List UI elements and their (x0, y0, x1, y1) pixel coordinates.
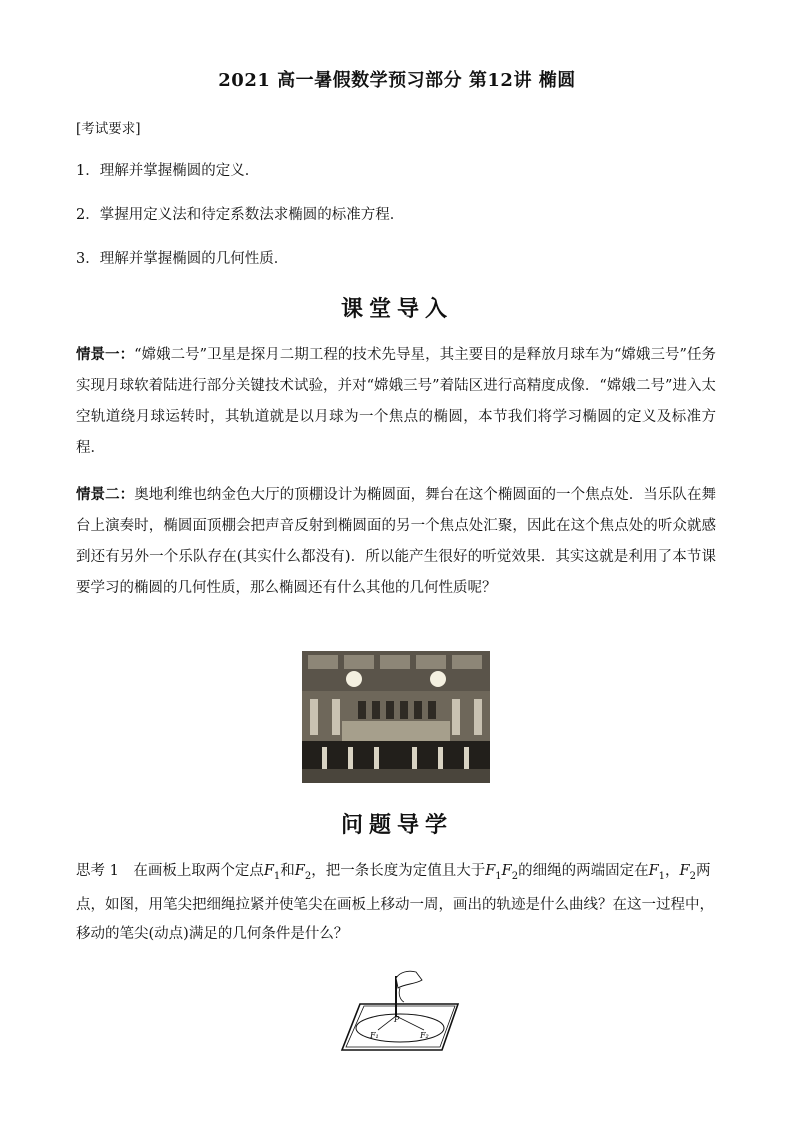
requirements-heading: [考试要求] (76, 121, 141, 137)
requirement-item: 1．理解并掌握椭圆的定义． (76, 163, 260, 179)
ellipse-board-illustration (338, 966, 462, 1056)
subscript: 1 (495, 870, 502, 882)
scenario-2 (76, 479, 716, 604)
section-heading-guide: 问题导学 (340, 813, 453, 838)
think-text: 的细绳的两端固定在 (518, 863, 649, 879)
focus-f1: F (263, 863, 274, 879)
think-text: 和 (280, 863, 295, 879)
section-heading-intro: 课堂导入 (340, 297, 453, 322)
scenario-1-label: 情景一： (76, 346, 135, 363)
focus-f1: F (485, 863, 496, 879)
think-label: 思考 1 (76, 863, 119, 879)
focus-f2: F (501, 863, 512, 879)
ellipse-drawing-figure (338, 966, 462, 1056)
subscript: 2 (689, 870, 696, 882)
think-question-1 (76, 857, 726, 949)
subscript: 1 (273, 870, 281, 882)
subscript: 2 (304, 870, 312, 882)
focus-f2-label: F₂ (420, 1031, 429, 1040)
think-text: 两点，如图，用笔尖把细绳拉紧并使笔尖在画板上移动一周，画出的轨迹是什么曲线？在这一过程中，移动的笔尖(动点)满足的几何条件是什么？ (76, 863, 714, 942)
concert-hall-illustration (302, 651, 490, 783)
scenario-2-text: 奥地利维也纳金色大厅的顶棚设计为椭圆面，舞台在这个椭圆面的一个焦点处．当乐队在舞台上演奏时，椭圆面顶棚会把声音反射到椭圆面的另一个焦点处汇聚，因此在这个焦点处的听众就感到还有另外一个乐队存在(其实什么都没有)．所以能产生很好的听觉效果．其实这就是利用了本节课要学习的椭圆的几何性质，那么椭圆还有什么其他的几何性质呢？ (76, 487, 716, 596)
focus-f1: F (648, 863, 659, 879)
subscript: 1 (658, 870, 666, 882)
scenario-1-text: “嫦娥二号”卫星是探月二期工程的技术先导星，其主要目的是释放月球车为“嫦娥三号”任务实现月球软着陆进行部分关键技术试验，并对“嫦娥三号”着陆区进行高精度成像．“嫦娥二号”进入太空轨道绕月球运转时，其轨道就是以月球为一个焦点的椭圆，本节我们将学习椭圆的定义及标准方程． (76, 347, 716, 456)
focus-f1-label: F₁ (370, 1031, 379, 1040)
requirement-item: 2．掌握用定义法和待定系数法求椭圆的标准方程． (76, 207, 405, 223)
subscript: 2 (511, 870, 519, 882)
think-text: ，把一条长度为定值且大于 (311, 863, 486, 879)
think-text: 在画板上取两个定点 (133, 863, 264, 879)
point-p-label: P (394, 1015, 400, 1024)
scenario-1 (76, 339, 716, 464)
scenario-2-label: 情景二： (76, 486, 135, 503)
focus-f2: F (679, 863, 690, 879)
requirement-item: 3．理解并掌握椭圆的几何性质． (76, 251, 289, 267)
page-title: 2021 高一暑假数学预习部分 第12讲 椭圆 (218, 70, 576, 91)
focus-f2: F (294, 863, 305, 879)
think-text: ， (665, 863, 680, 879)
concert-hall-photo (302, 651, 490, 783)
